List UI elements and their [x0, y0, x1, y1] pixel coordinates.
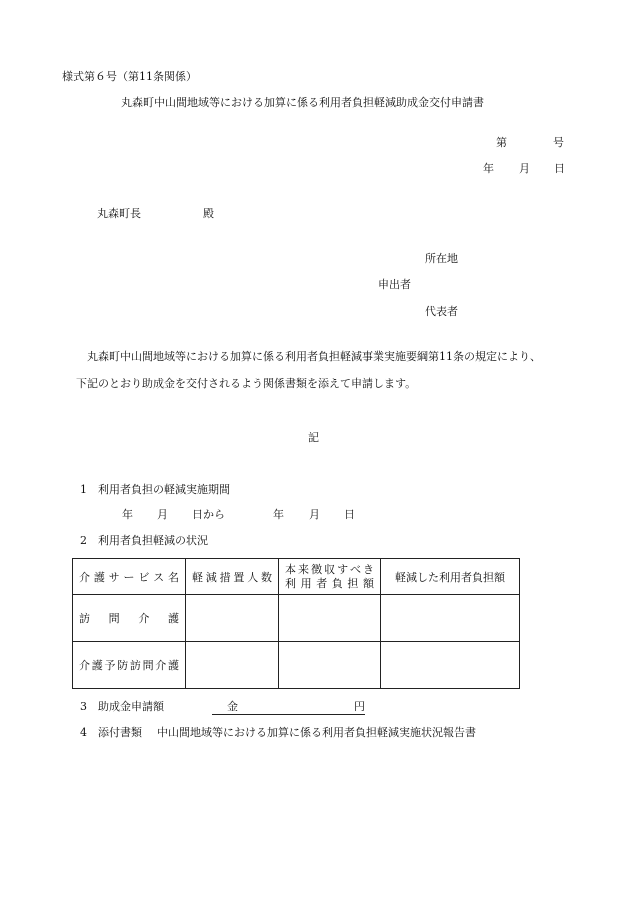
- period-year-2: 年: [273, 508, 284, 521]
- table-row: [73, 595, 520, 642]
- preventive-relief-count-cell: [186, 642, 279, 689]
- date-day: 日: [554, 162, 565, 175]
- header-original-burden-line-2: 利用者負担額: [285, 576, 374, 590]
- table-header-row: [73, 559, 520, 595]
- section-4-title: 添付書類: [98, 726, 142, 739]
- currency-suffix: 円: [354, 700, 365, 713]
- ki-heading: 記: [308, 431, 319, 444]
- relief-status-table: [72, 558, 520, 689]
- section-3-title: 助成金申請額: [98, 700, 164, 713]
- attachment-content: 中山間地域等における加算に係る利用者負担軽減実施状況報告書: [157, 726, 476, 739]
- section-1-number: 1: [80, 483, 87, 496]
- header-service-name: 介護サービス名: [73, 559, 186, 595]
- date-month: 月: [519, 162, 530, 175]
- honorific: 殿: [203, 207, 214, 220]
- home-care-relief-count-cell: [186, 595, 279, 642]
- section-4-number: 4: [80, 726, 87, 739]
- preventive-reduced-burden-cell: [381, 642, 520, 689]
- period-month-1: 月: [157, 508, 168, 521]
- representative-label: 代表者: [425, 305, 458, 318]
- document-number-prefix: 第: [496, 136, 507, 149]
- applicant-label: 申出者: [378, 278, 411, 291]
- addressee: 丸森町長: [97, 207, 141, 220]
- preventive-original-burden-cell: [279, 642, 381, 689]
- row-home-care-service: 訪 問 介 護: [73, 595, 186, 642]
- body-text-line-2: 下記のとおり助成金を交付されるよう関係書類を添えて申請します。: [76, 377, 417, 390]
- address-label: 所在地: [425, 252, 458, 265]
- period-from: 日から: [192, 508, 225, 521]
- date-year: 年: [483, 162, 494, 175]
- section-3-number: 3: [80, 700, 87, 713]
- table-row: [73, 642, 520, 689]
- header-relief-count: 軽減措置人数: [186, 559, 279, 595]
- document-number-suffix: 号: [553, 136, 564, 149]
- period-month-2: 月: [309, 508, 320, 521]
- period-day-2: 日: [344, 508, 355, 521]
- section-2-number: 2: [80, 534, 87, 547]
- home-care-reduced-burden-cell: [381, 595, 520, 642]
- period-year-1: 年: [122, 508, 133, 521]
- home-care-original-burden-cell: [279, 595, 381, 642]
- header-original-burden: [279, 559, 381, 595]
- form-number-label: 様式第６号（第11条関係）: [62, 70, 197, 83]
- row-preventive-home-care-service: 介護予防訪問介護: [73, 642, 186, 689]
- currency-prefix: 金: [227, 700, 238, 713]
- form-title: 丸森町中山間地域等における加算に係る利用者負担軽減助成金交付申請書: [121, 96, 484, 109]
- section-2-title: 利用者負担軽減の状況: [98, 534, 208, 547]
- section-1-title: 利用者負担の軽減実施期間: [98, 483, 230, 496]
- body-text-line-1: 丸森町中山間地域等における加算に係る利用者負担軽減事業実施要綱第11条の規定により、: [87, 350, 541, 363]
- header-reduced-burden: 軽減した利用者負担額: [381, 559, 520, 595]
- header-original-burden-line-1: 本来徴収すべき: [285, 562, 374, 576]
